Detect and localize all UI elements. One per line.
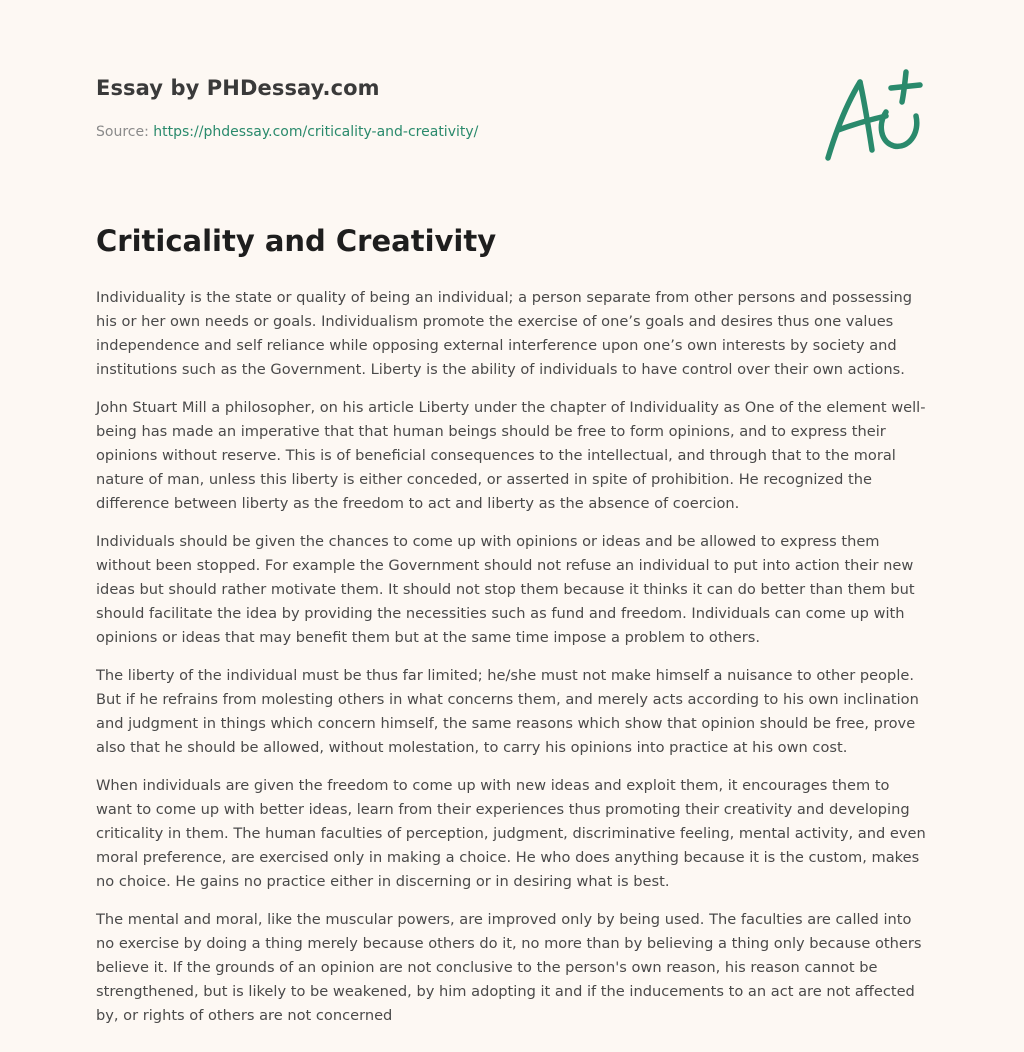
essay-paragraph: The liberty of the individual must be thus far limited; he/she must not make himself a nuisance to other people. But if he refrains from molesting others in what concerns them, and merely acts according to his own inclination and judgment in things which concern himself, the same reasons which show that opinion should be free, prove also that he should be allowed, without molestation, to carry his opinions into practice at his own cost. (96, 667, 919, 756)
site-brand: Essay by PHDessay.com (96, 76, 380, 100)
essay-paragraph: Individuality is the state or quality of being an individual; a person separate from other persons and possessing his or her own needs or goals. Individualism promote the exercise of one’s goals and desires thus one values independence and self reliance while opposing external interference upon one’s own interests by society and institutions such as the Government. Liberty is the ability of individuals to have control over their own actions. (96, 289, 913, 378)
essay-paragraph: The mental and moral, like the muscular powers, are improved only by being used. The faculties are called into no exercise by doing a thing merely because others do it, no more than by believing a thing only because others believe it. If the grounds of an opinion are not conclusive to the person's own reason, his reason cannot be strengthened, but is likely to be weakened, by him adopting it and if the inducements to an act are not affected by, or rights of others are not concerned (96, 911, 922, 1024)
source-label: Source: (96, 124, 149, 140)
source-link[interactable]: https://phdessay.com/criticality-and-creativity/ (153, 124, 479, 140)
a-plus-logo-icon (820, 66, 926, 166)
essay-paragraph: When individuals are given the freedom to come up with new ideas and exploit them, it encourages them to want to come up with better ideas, learn from their experiences thus promoting their creativity and developing criticality in them. The human faculties of perception, judgment, discriminative feeling, mental activity, and even moral preference, are exercised only in making a choice. He who does anything because it is the custom, makes no choice. He gains no practice either in discerning or in desiring what is best. (96, 777, 926, 890)
essay-paragraph: John Stuart Mill a philosopher, on his article Liberty under the chapter of Individuality as One of the element well-being has made an imperative that that human beings should be free to form opinions, and to express their opinions without reserve. This is of beneficial consequences to the intellectual, and through that to the moral nature of man, unless this liberty is either conceded, or asserted in spite of prohibition. He recognized the difference between liberty as the freedom to act and liberty as the absence of coercion. (96, 399, 926, 512)
essay-paragraph: Individuals should be given the chances to come up with opinions or ideas and be allowed to express them without been stopped. For example the Government should not refuse an individual to put into action their new ideas but should rather motivate them. It should not stop them because it thinks it can do better than them but should facilitate the idea by providing the necessities such as fund and freedom. Individuals can come up with opinions or ideas that may benefit them but at the same time impose a problem to others. (96, 533, 915, 646)
essay-body (96, 286, 928, 1042)
source-line (96, 124, 478, 140)
essay-title: Criticality and Creativity (96, 224, 497, 258)
